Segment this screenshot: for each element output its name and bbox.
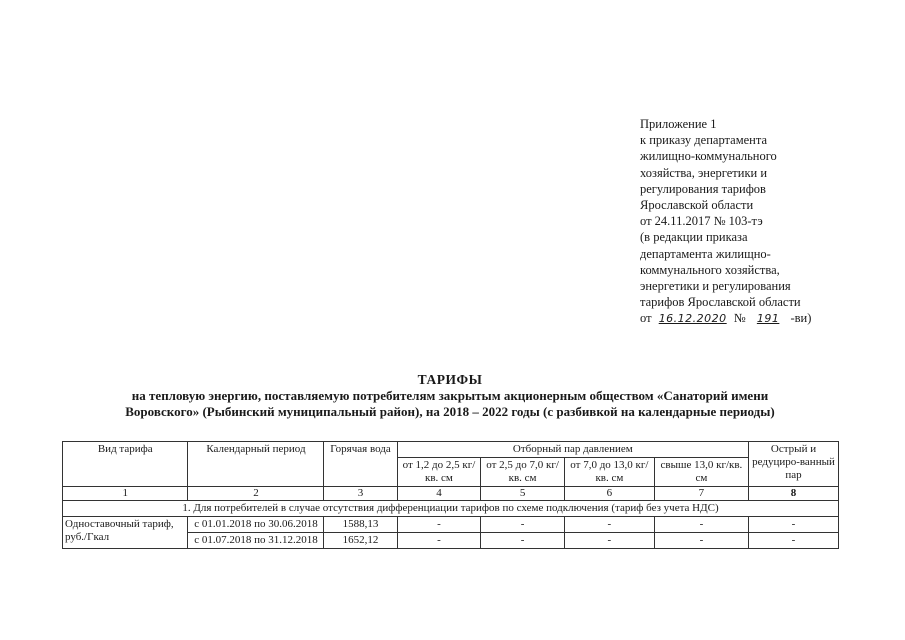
tariffs-table [62,441,839,549]
title-line-1: на тепловую энергию, поставляемую потребителям закрытым акционерным обществом «Санаторий имени [131,388,769,403]
appendix-block [640,116,890,328]
header-steam-2: от 2,5 до 7,0 кг/кв. см [481,458,565,487]
section-row [63,501,839,517]
row-hot-water: 1588,13 [324,517,397,533]
handwritten-date: 16.12.2020 [658,312,727,326]
column-number: 8 [749,487,839,501]
row-steam-1: - [397,533,481,549]
header-steam-1: от 1,2 до 2,5 кг/кв. см [397,458,481,487]
appendix-line: хозяйства, энергетики и [640,165,768,180]
appendix-line: Ярославской области [640,198,754,213]
appendix-from-label: от [640,311,652,326]
appendix-last-line [640,310,890,327]
row-hot-water: 1652,12 [324,533,397,549]
column-number: 6 [564,487,654,501]
header-steam-group: Отборный пар давлением [397,442,748,458]
row-period: с 01.01.2018 по 30.06.2018 [188,517,324,533]
header-hot-water: Горячая вода [324,442,397,487]
column-number: 2 [188,487,324,501]
row-steam-2: - [481,517,565,533]
appendix-line: Приложение 1 [640,117,717,131]
header-row [63,442,839,458]
row-steam-2: - [481,533,565,549]
column-number: 3 [324,487,397,501]
row-acute: - [749,533,839,549]
row-steam-3: - [564,533,654,549]
appendix-suffix: -ви) [790,311,812,326]
column-number: 5 [481,487,565,501]
table-row [63,517,839,533]
appendix-line: энергетики и регулирования [640,279,791,294]
row-steam-1: - [397,517,481,533]
header-period: Календарный период [188,442,324,487]
appendix-line: (в редакции приказа [640,230,748,245]
appendix-line: регулирования тарифов [640,181,766,196]
document-title [60,372,840,420]
appendix-line: тарифов Ярославской области [640,295,801,310]
appendix-line: жилищно-коммунального [640,149,777,164]
header-tariff-type: Вид тарифа [63,442,188,487]
header-acute-steam: Острый и редуциро-ванный пар [749,442,839,487]
section-title: 1. Для потребителей в случае отсутствия дифференциации тарифов по схеме подключения (тариф без учета НДС) [63,501,839,517]
handwritten-number: 191 [756,312,780,326]
appendix-line: департамента жилищно- [640,246,771,261]
column-number-row [63,487,839,501]
row-steam-4: - [654,533,748,549]
header-steam-4: свыше 13,0 кг/кв. см [654,458,748,487]
column-number: 7 [654,487,748,501]
number-sign: № [733,311,746,326]
appendix-line: коммунального хозяйства, [640,262,780,277]
header-steam-3: от 7,0 до 13,0 кг/кв. см [564,458,654,487]
row-acute: - [749,517,839,533]
column-number: 1 [63,487,188,501]
appendix-line: к приказу департамента [640,133,768,148]
column-number: 4 [397,487,481,501]
row-steam-3: - [564,517,654,533]
row-period: с 01.07.2018 по 31.12.2018 [188,533,324,549]
title-main: ТАРИФЫ [417,372,483,387]
tariff-name: Одноставочный тариф, руб./Гкал [63,517,188,549]
appendix-line: от 24.11.2017 № 103-тэ [640,214,763,229]
title-line-2: Воровского» (Рыбинский муниципальный район), на 2018 – 2022 годы (с разбивкой на календарные периоды) [125,404,775,419]
row-steam-4: - [654,517,748,533]
